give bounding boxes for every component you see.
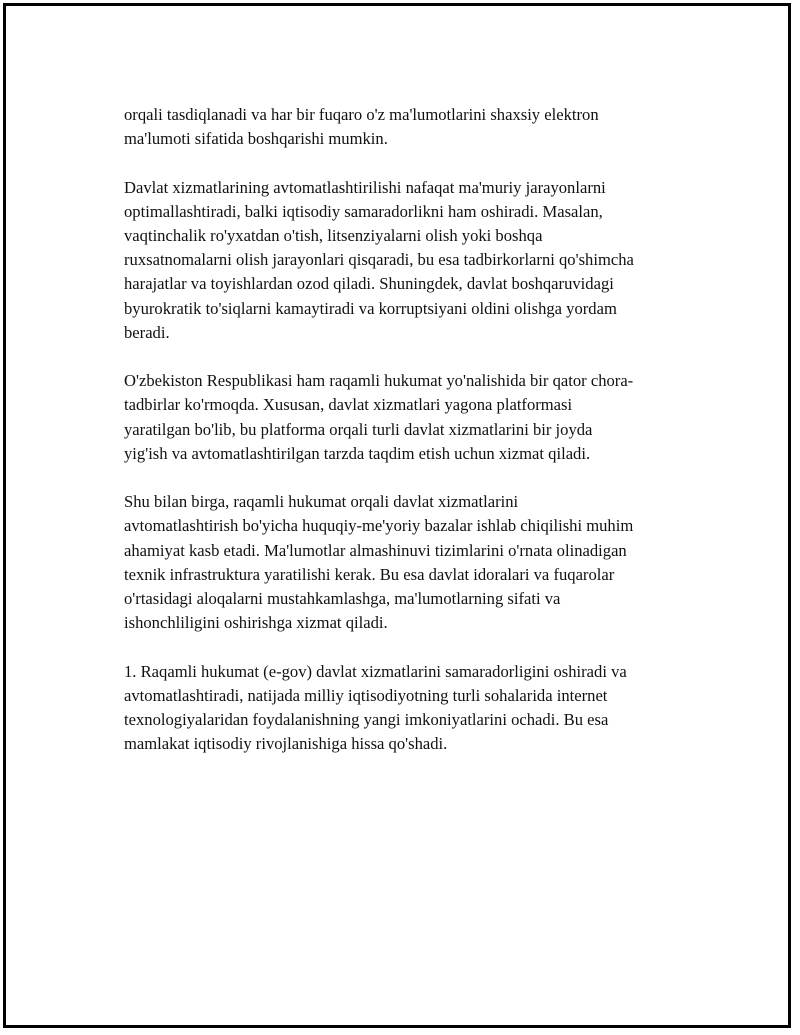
text-line: beradi. [124, 322, 170, 342]
text-line: byurokratik to'siqlarni kamaytiradi va korruptsiyani oldini olishga yordam [124, 298, 617, 318]
text-line: Davlat xizmatlarining avtomatlashtirilishi nafaqat ma'muriy jarayonlarni [124, 177, 606, 197]
text-line: 1. Raqamli hukumat (e-gov) davlat xizmatlarini samaradorligini oshiradi va [124, 661, 627, 681]
text-line: texnik infrastruktura yaratilishi kerak. Bu esa davlat idoralari va fuqarolar [124, 564, 615, 584]
document-body [124, 103, 694, 781]
text-line: orqali tasdiqlanadi va har bir fuqaro o'z ma'lumotlarini shaxsiy elektron [124, 105, 599, 124]
paragraph-5-numbered [124, 660, 694, 757]
text-line: ma'lumoti sifatida boshqarishi mumkin. [124, 129, 388, 149]
text-line: yig'ish va avtomatlashtirilgan tarzda taqdim etish uchun xizmat qiladi. [124, 443, 591, 463]
page-frame [3, 3, 791, 1028]
paragraph-3 [124, 369, 694, 466]
paragraph-4 [124, 490, 694, 635]
text-line: ishonchliligini oshirishga xizmat qiladi. [124, 613, 388, 633]
text-line: mamlakat iqtisodiy rivojlanishiga hissa qo'shadi. [124, 734, 448, 754]
text-line: tadbirlar ko'rmoqda. Xususan, davlat xizmatlari yagona platformasi [124, 395, 573, 415]
text-line: Shu bilan birga, raqamli hukumat orqali davlat xizmatlarini [124, 492, 519, 512]
text-line: O'zbekiston Respublikasi ham raqamli hukumat yo'nalishida bir qator chora- [124, 371, 634, 391]
text-line: ahamiyat kasb etadi. Ma'lumotlar almashinuvi tizimlarini o'rnata olinadigan [124, 540, 627, 560]
text-line: o'rtasidagi aloqalarni mustahkamlashga, ma'lumotlarning sifati va [124, 589, 561, 609]
paragraph-2 [124, 176, 694, 345]
paragraph-1 [124, 103, 694, 151]
text-line: vaqtinchalik ro'yxatdan o'tish, litsenziyalarni olish yoki boshqa [124, 226, 543, 245]
text-line: avtomatlashtiradi, natijada milliy iqtisodiyotning turli sohalarida internet [124, 685, 608, 705]
text-line: harajatlar va toyishlardan ozod qiladi. Shuningdek, davlat boshqaruvidagi [124, 274, 614, 294]
text-line: yaratilgan bo'lib, bu platforma orqali turli davlat xizmatlarini bir joyda [124, 419, 593, 439]
text-line: ruxsatnomalarni olish jarayonlari qisqaradi, bu esa tadbirkorlarni qo'shimcha [124, 250, 634, 270]
text-line: texnologiyalaridan foydalanishning yangi imkoniyatlarini ochadi. Bu esa [124, 710, 609, 730]
text-line: avtomatlashtirish bo'yicha huquqiy-me'yoriy bazalar ishlab chiqilishi muhim [124, 516, 634, 536]
text-line: optimallashtiradi, balki iqtisodiy samaradorlikni ham oshiradi. Masalan, [124, 201, 603, 221]
